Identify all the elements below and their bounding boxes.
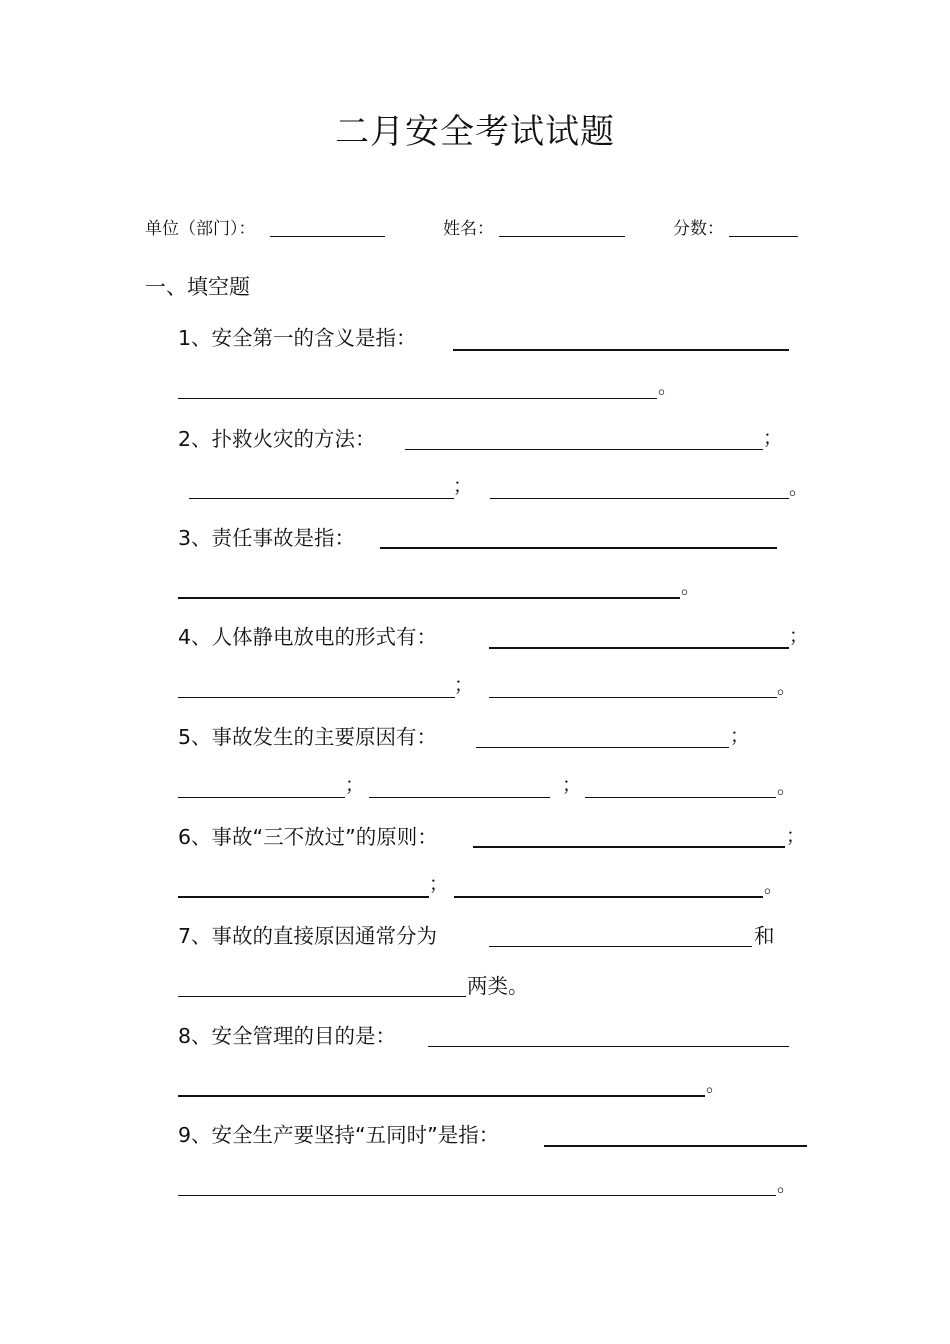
question-7-blank-2[interactable] bbox=[178, 996, 466, 997]
question-5-blank-2[interactable] bbox=[178, 797, 345, 798]
question-1-blank-2[interactable] bbox=[178, 398, 657, 399]
question-3-text: 3、责任事故是指： bbox=[178, 526, 356, 550]
question-9-end: 。 bbox=[777, 1174, 797, 1196]
question-6-end: 。 bbox=[764, 875, 784, 897]
question-2-sep-1: ； bbox=[763, 427, 783, 449]
question-5-blank-1[interactable] bbox=[476, 747, 729, 748]
question-5-blank-4[interactable] bbox=[585, 797, 776, 798]
score-label: 分数： bbox=[673, 219, 724, 239]
question-1-blank-1[interactable] bbox=[453, 349, 789, 351]
question-3-blank-1[interactable] bbox=[380, 547, 777, 549]
question-2-blank-1[interactable] bbox=[405, 449, 763, 450]
question-3-end: 。 bbox=[681, 576, 701, 598]
section-heading: 一、填空题 bbox=[145, 275, 250, 299]
question-8-blank-1[interactable] bbox=[428, 1046, 789, 1047]
question-6-sep-1: ； bbox=[786, 825, 806, 847]
name-blank[interactable] bbox=[499, 236, 625, 237]
question-4-blank-3[interactable] bbox=[489, 697, 777, 698]
question-4-blank-1[interactable] bbox=[489, 647, 789, 649]
question-2-end: 。 bbox=[789, 477, 809, 499]
question-5-text: 5、事故发生的主要原因有： bbox=[178, 725, 438, 749]
page-title: 二月安全考试试题 bbox=[335, 112, 615, 152]
question-5-sep-2: ； bbox=[345, 774, 365, 796]
question-6-blank-3[interactable] bbox=[454, 896, 763, 898]
question-2-text: 2、扑救火灾的方法： bbox=[178, 427, 376, 451]
question-1-text: 1、安全第一的含义是指： bbox=[178, 326, 417, 350]
question-6-blank-2[interactable] bbox=[178, 896, 429, 898]
question-2-blank-2[interactable] bbox=[189, 498, 454, 499]
question-9-text: 9、安全生产要坚持“五同时”是指： bbox=[178, 1123, 500, 1147]
question-1-end: 。 bbox=[658, 376, 678, 398]
question-9-blank-2[interactable] bbox=[178, 1195, 776, 1196]
question-4-sep-2: ； bbox=[454, 674, 474, 696]
question-4-text: 4、人体静电放电的形式有： bbox=[178, 625, 438, 649]
question-9-blank-1[interactable] bbox=[544, 1145, 807, 1147]
question-7-end: 两类。 bbox=[467, 974, 529, 998]
question-6-text: 6、事故“三不放过”的原则： bbox=[178, 825, 438, 849]
question-4-sep-1: ； bbox=[789, 625, 809, 647]
question-5-sep-1: ； bbox=[730, 725, 750, 747]
unit-label: 单位（部门）： bbox=[145, 219, 256, 239]
question-7-mid: 和 bbox=[754, 924, 775, 948]
question-7-blank-1[interactable] bbox=[489, 946, 752, 947]
question-8-text: 8、安全管理的目的是： bbox=[178, 1024, 397, 1048]
question-6-sep-2: ； bbox=[429, 873, 449, 895]
question-8-blank-2[interactable] bbox=[178, 1095, 705, 1097]
question-6-blank-1[interactable] bbox=[473, 846, 785, 848]
question-8-end: 。 bbox=[706, 1074, 726, 1096]
question-2-blank-3[interactable] bbox=[490, 498, 789, 499]
question-4-end: 。 bbox=[777, 676, 797, 698]
name-label: 姓名： bbox=[443, 219, 494, 239]
question-2-sep-2: ； bbox=[453, 475, 473, 497]
unit-blank[interactable] bbox=[270, 236, 385, 237]
question-5-end: 。 bbox=[777, 776, 797, 798]
question-5-sep-3: ； bbox=[562, 774, 582, 796]
score-blank[interactable] bbox=[729, 236, 798, 237]
question-5-blank-3[interactable] bbox=[369, 797, 550, 798]
question-4-blank-2[interactable] bbox=[178, 697, 455, 698]
question-3-blank-2[interactable] bbox=[178, 597, 680, 599]
question-7-text: 7、事故的直接原因通常分为 bbox=[178, 924, 438, 948]
